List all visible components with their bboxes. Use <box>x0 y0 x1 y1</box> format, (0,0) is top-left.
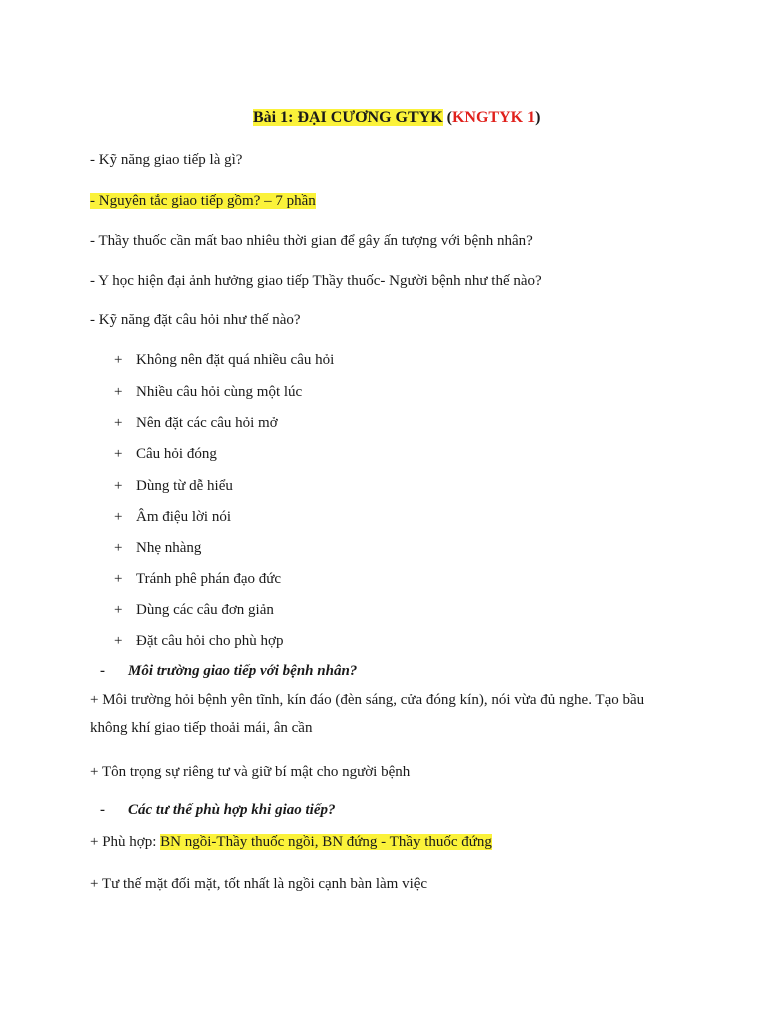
bullet-item <box>114 631 283 651</box>
bullet-text: Nhẹ nhàng <box>136 540 202 556</box>
bullet-item <box>114 413 278 433</box>
dash-mark: - <box>100 663 105 679</box>
bullet-item <box>114 600 274 620</box>
bullet-item <box>114 538 201 558</box>
posture-para-1-highlight: BN ngồi-Thầy thuốc ngồi, BN đứng - Thầy thuốc đứng <box>160 834 492 850</box>
bullet-item <box>114 507 231 527</box>
bullet-mark: + <box>114 602 123 618</box>
bullet-mark: + <box>114 478 123 494</box>
question-2 <box>90 191 316 211</box>
bullet-mark: + <box>114 446 123 462</box>
question-3: - Thầy thuốc cần mất bao nhiêu thời gian để gây ấn tượng với bệnh nhân? <box>90 233 533 249</box>
question-4: - Y học hiện đại ảnh hưởng giao tiếp Thầy thuốc- Người bệnh như thế nào? <box>90 273 542 289</box>
bullet-text: Dùng các câu đơn giản <box>136 602 274 618</box>
bullet-text: Đặt câu hỏi cho phù hợp <box>136 633 284 649</box>
bullet-mark: + <box>114 384 123 400</box>
bullet-mark: + <box>114 540 123 556</box>
bullet-mark: + <box>114 509 123 525</box>
title-open-paren: ( <box>442 109 452 126</box>
dash-mark: - <box>100 802 105 818</box>
section-heading-environment <box>100 661 357 681</box>
bullet-item <box>114 444 217 464</box>
section-heading-text: Môi trường giao tiếp với bệnh nhân? <box>128 663 358 679</box>
bullet-text: Dùng từ dễ hiểu <box>136 478 233 494</box>
bullet-text: Câu hỏi đóng <box>136 446 217 462</box>
bullet-text: Nên đặt các câu hỏi mở <box>136 415 278 431</box>
section-heading-text: Các tư thế phù hợp khi giao tiếp? <box>128 802 336 818</box>
bullet-mark: + <box>114 352 123 368</box>
title-main: Bài 1: ĐẠI CƯƠNG GTYK <box>253 109 443 126</box>
title-code: KNGTYK 1 <box>451 109 536 126</box>
bullet-text: Nhiều câu hỏi cùng một lúc <box>136 384 303 400</box>
bullet-item <box>114 382 302 402</box>
posture-para-2: + Tư thế mặt đối mặt, tốt nhất là ngồi cạnh bàn làm việc <box>90 876 428 892</box>
posture-para-1-prefix: + Phù hợp: <box>90 834 161 850</box>
environment-para-1-line-1: + Môi trường hỏi bệnh yên tĩnh, kín đáo (đèn sáng, cửa đóng kín), nói vừa đủ nghe. Tạo bầu <box>90 692 645 708</box>
bullet-mark: + <box>114 633 123 649</box>
bullet-item <box>114 476 233 496</box>
environment-para-2: + Tôn trọng sự riêng tư và giữ bí mật cho người bệnh <box>90 764 411 780</box>
bullet-mark: + <box>114 571 123 587</box>
question-1: - Kỹ năng giao tiếp là gì? <box>90 152 243 168</box>
bullet-mark: + <box>114 415 123 431</box>
lesson-title <box>253 108 540 128</box>
question-5: - Kỹ năng đặt câu hỏi như thế nào? <box>90 312 301 328</box>
posture-para-1 <box>90 832 492 852</box>
section-heading-posture <box>100 800 335 820</box>
question-2-text: - Nguyên tắc giao tiếp gồm? – 7 phần <box>90 193 316 209</box>
environment-para-1-line-2: không khí giao tiếp thoải mái, ân cần <box>90 720 313 736</box>
bullet-item <box>114 569 281 589</box>
bullet-text: Tránh phê phán đạo đức <box>136 571 282 587</box>
title-close-paren: ) <box>535 109 541 126</box>
bullet-text: Âm điệu lời nói <box>136 509 232 525</box>
bullet-item <box>114 350 334 370</box>
bullet-text: Không nên đặt quá nhiều câu hỏi <box>136 352 335 368</box>
